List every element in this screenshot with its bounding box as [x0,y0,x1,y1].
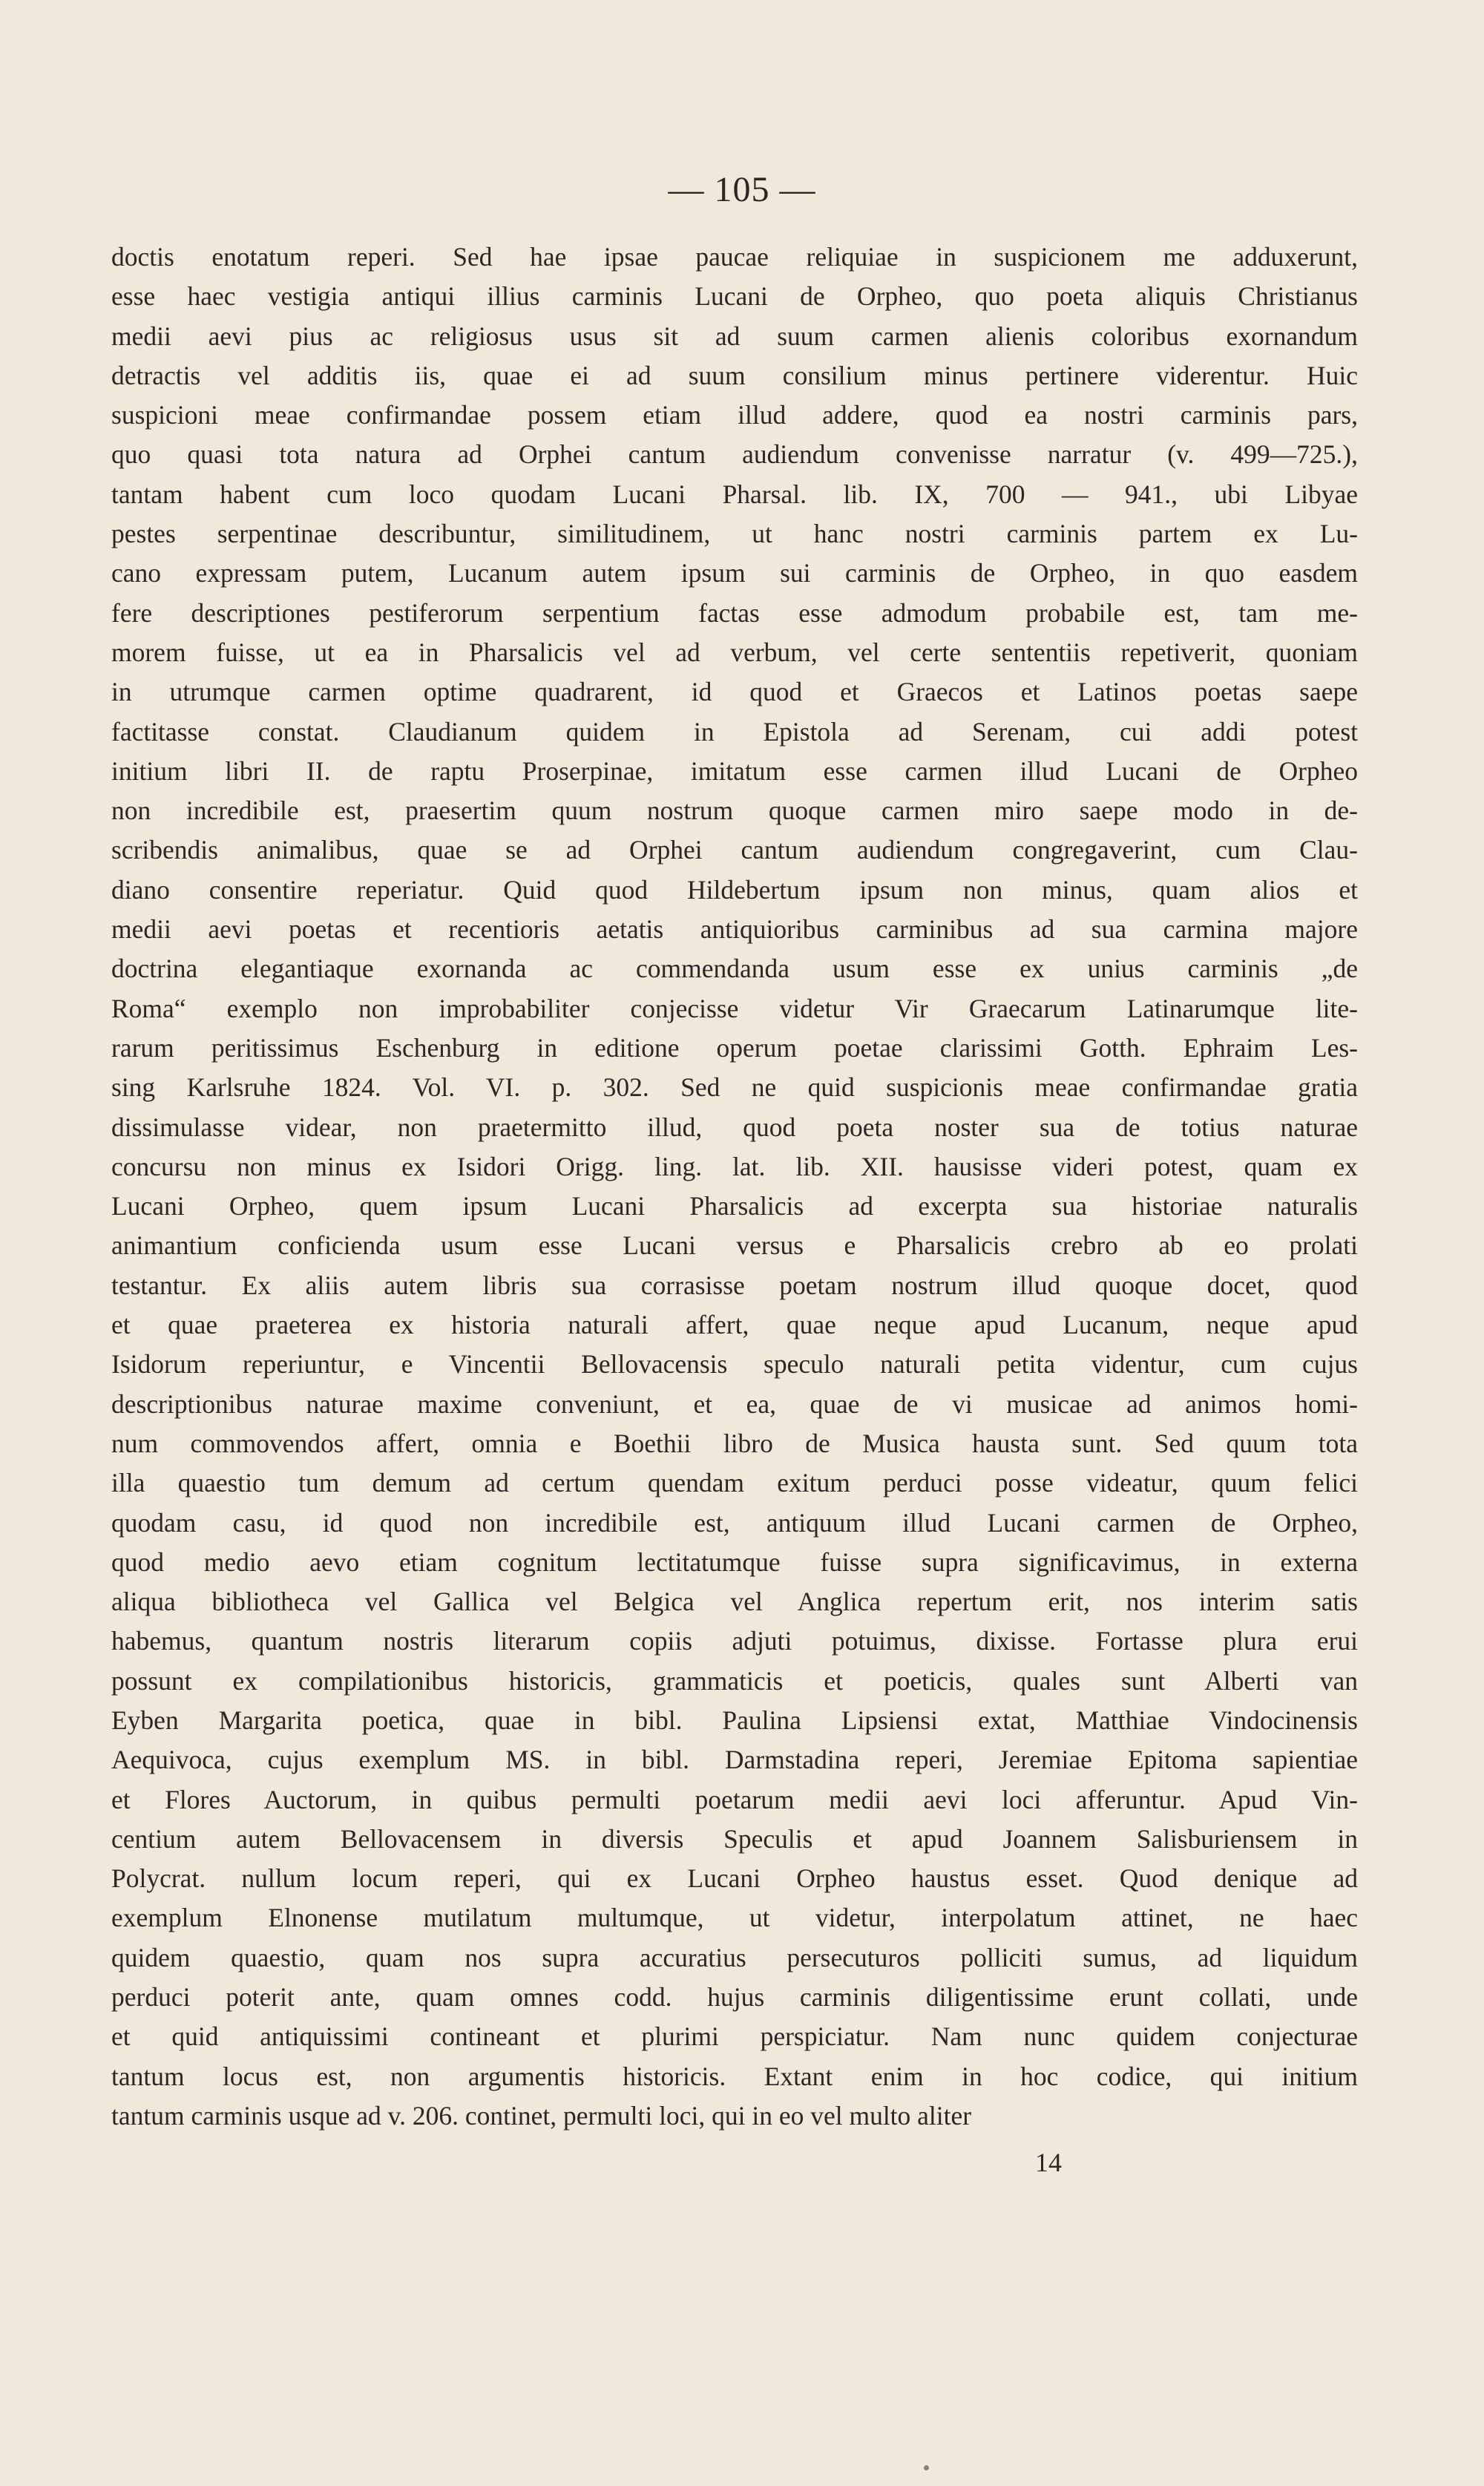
text-line: quidem quaestio, quam nos supra accuratius persecuturos polliciti sumus, ad liquidum [111,1942,1358,1972]
text-line: tantum carminis usque ad v. 206. continet, permulti loci, qui in eo vel multo aliter [111,2100,972,2131]
text-line: et quae praeterea ex historia naturali affert, quae neque apud Lucanum, neque apud [111,1310,1358,1340]
text-line: sing Karlsruhe 1824. Vol. VI. p. 302. Sed ne quid suspicionis meae confirmandae gratia [111,1072,1358,1103]
text-line: rarum peritissimus Eschenburg in editione operum poetae clarissimi Gotth. Ephraim Les- [111,1032,1358,1063]
paper-speck [924,2465,929,2470]
text-line: quodam casu, id quod non incredibile est, antiquum illud Lucani carmen de Orpheo, [111,1507,1358,1538]
text-line: descriptionibus naturae maxime conveniunt, et ea, quae de vi musicae ad animos homi- [111,1388,1358,1419]
text-line: Lucani Orpheo, quem ipsum Lucani Pharsalicis ad excerpta sua historiae naturalis [111,1191,1358,1221]
text-line: Eyben Margarita poetica, quae in bibl. Paulina Lipsiensi extat, Matthiae Vindocinensis [111,1705,1358,1735]
text-line: animantium conficienda usum esse Lucani versus e Pharsalicis crebro ab eo prolati [111,1230,1358,1261]
text-line: doctrina elegantiaque exornanda ac commendanda usum esse ex unius carminis „de [111,954,1358,984]
text-line: et Flores Auctorum, in quibus permulti poetarum medii aevi loci afferuntur. Apud Vin- [111,1784,1358,1814]
text-line: aliqua bibliotheca vel Gallica vel Belgica vel Anglica repertum erit, nos interim satis [111,1587,1358,1617]
text-line: initium libri II. de raptu Proserpinae, imitatum esse carmen illud Lucani de Orpheo [111,755,1358,786]
text-line: pestes serpentinae describuntur, similitudinem, ut hanc nostri carminis partem ex Lu- [111,519,1358,549]
text-line: concursu non minus ex Isidori Origg. ling. lat. lib. XII. hausisse videri potest, quam ex [111,1151,1358,1181]
text-line: esse haec vestigia antiqui illius carminis Lucani de Orpheo, quo poeta aliquis Christianus [111,281,1358,312]
text-line: perduci poterit ante, quam omnes codd. hujus carminis diligentissime erunt collati, unde [111,1982,1358,2013]
text-line: scribendis animalibus, quae se ad Orphei cantum audiendum congregaverint, cum Clau- [111,835,1358,865]
text-line: non incredibile est, praesertim quum nostrum quoque carmen miro saepe modo in de- [111,796,1358,826]
text-line: medii aevi pius ac religiosus usus sit ad suum carmen alienis coloribus exornandum [111,321,1358,351]
text-line: medii aevi poetas et recentioris aetatis antiquioribus carminibus ad sua carmina majore [111,914,1358,945]
text-line: quod medio aevo etiam cognitum lectitatumque fuisse supra significavimus, in externa [111,1547,1358,1577]
text-line: exemplum Elnonense mutilatum multumque, ut videtur, interpolatum attinet, ne haec [111,1903,1358,1933]
text-line: diano consentire reperiatur. Quid quod Hildebertum ipsum non minus, quam alios et [111,874,1358,905]
text-line: fere descriptiones pestiferorum serpentium factas esse admodum probabile est, tam me- [111,597,1358,628]
text-line: detractis vel additis iis, quae ei ad suum consilium minus pertinere viderentur. Huic [111,360,1358,390]
text-line: suspicioni meae confirmandae possem etiam illud addere, quod ea nostri carminis pars, [111,400,1358,430]
body-text [111,237,1358,2136]
text-line: tantum locus est, non argumentis historicis. Extant enim in hoc codice, qui initium [111,2061,1358,2091]
text-line: et quid antiquissimi contineant et plurimi perspiciatur. Nam nunc quidem conjecturae [111,2021,1358,2052]
text-line: morem fuisse, ut ea in Pharsalicis vel ad verbum, vel certe sententiis repetiverit, quoniam [111,637,1358,667]
text-line: in utrumque carmen optime quadrarent, id quod et Graecos et Latinos poetas saepe [111,677,1358,707]
text-line: num commovendos affert, omnia e Boethii libro de Musica hausta sunt. Sed quum tota [111,1428,1358,1458]
text-line: possunt ex compilationibus historicis, grammaticis et poeticis, quales sunt Alberti van [111,1665,1358,1696]
signature-mark: 14 [1035,2148,1062,2177]
text-line: cano expressam putem, Lucanum autem ipsum sui carminis de Orpheo, in quo easdem [111,558,1358,588]
text-line: testantur. Ex aliis autem libris sua corrasisse poetam nostrum illud quoque docet, quod [111,1270,1358,1300]
text-line: illa quaestio tum demum ad certum quendam exitum perduci posse videatur, quum felici [111,1468,1358,1498]
page-number: — 105 — [668,170,816,209]
text-line: doctis enotatum reperi. Sed hae ipsae paucae reliquiae in suspicionem me adduxerunt, [111,242,1358,272]
text-line: tantam habent cum loco quodam Lucani Pharsal. lib. IX, 700 — 941., ubi Libyae [111,479,1358,509]
text-line: Isidorum reperiuntur, e Vincentii Bellovacensis speculo naturali petita videntur, cum cujus [111,1349,1358,1380]
text-line: Polycrat. nullum locum reperi, qui ex Lucani Orpheo haustus esset. Quod denique ad [111,1863,1358,1894]
text-line: Aequivoca, cujus exemplum MS. in bibl. Darmstadina reperi, Jeremiae Epitoma sapientiae [111,1745,1358,1775]
text-line: dissimulasse videar, non praetermitto illud, quod poeta noster sua de totius naturae [111,1112,1358,1142]
text-line: quo quasi tota natura ad Orphei cantum audiendum convenisse narratur (v. 499—725.), [111,439,1358,470]
text-line: factitasse constat. Claudianum quidem in Epistola ad Serenam, cui addi potest [111,716,1358,747]
text-line: Roma“ exemplo non improbabiliter conjecisse videtur Vir Graecarum Latinarumque lite- [111,993,1358,1023]
text-line: habemus, quantum nostris literarum copiis adjuti potuimus, dixisse. Fortasse plura erui [111,1626,1358,1656]
text-line: centium autem Bellovacensem in diversis Speculis et apud Joannem Salisburiensem in [111,1823,1358,1854]
